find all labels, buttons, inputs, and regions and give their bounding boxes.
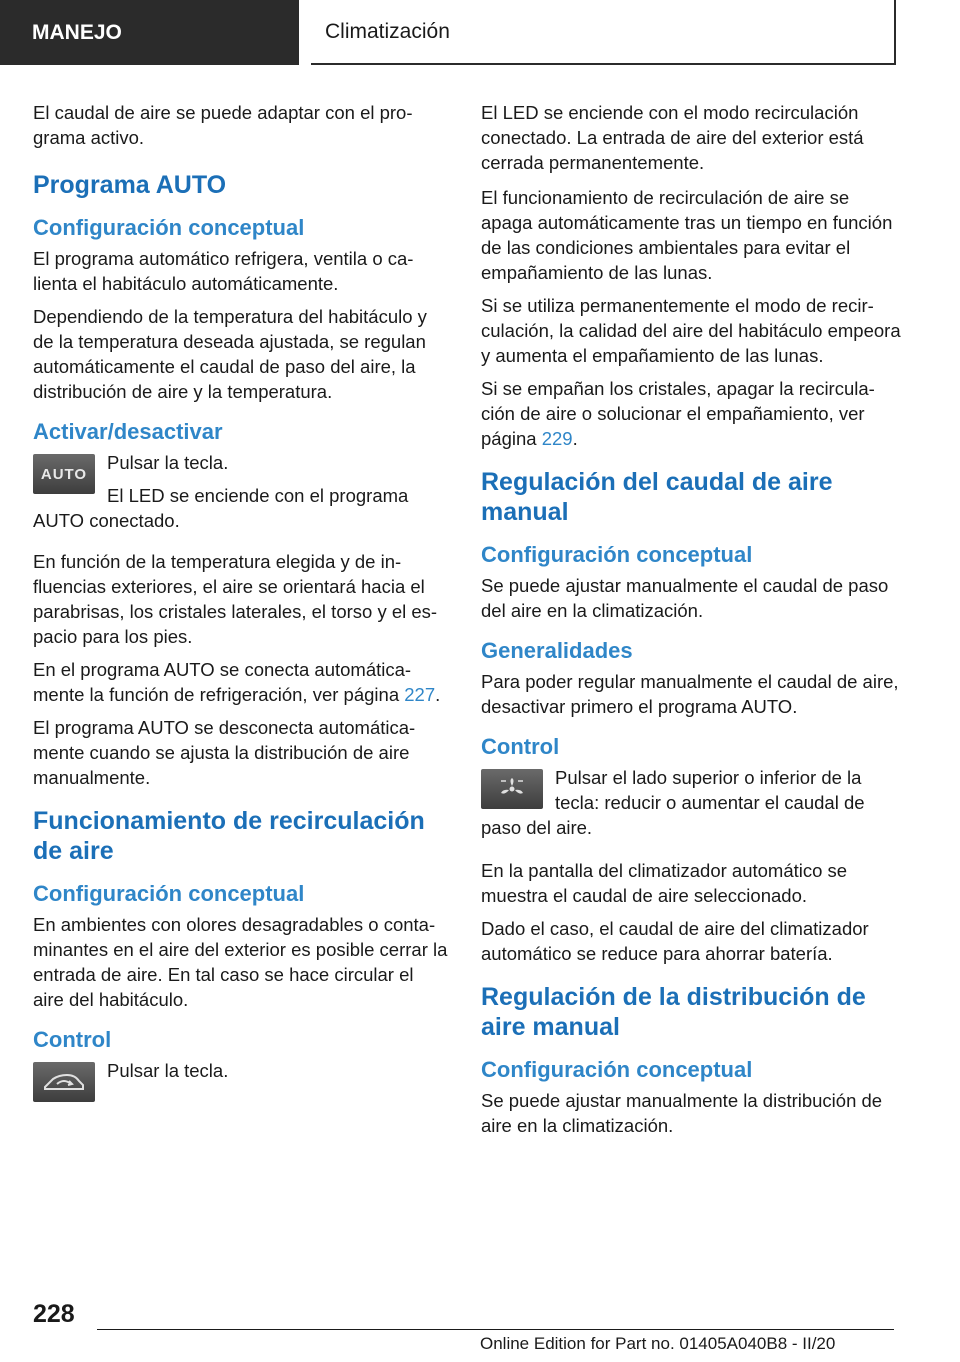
auto-icon-text: AUTO bbox=[40, 465, 88, 483]
page-link-229[interactable]: 229 bbox=[541, 428, 573, 449]
paragraph-concept-4: Se puede ajustar manualmente la distribución de aire en la climatización. bbox=[481, 1090, 883, 1136]
fan-button-block bbox=[481, 765, 901, 840]
heading-distribucion-manual: Regulación de la distribución de aire manual bbox=[481, 983, 866, 1041]
paragraph-press-1: Pulsar la tecla. bbox=[107, 452, 229, 473]
paragraph-led-2: El LED se enciende con el modo recirculación conectado. La entrada de aire del exterior está cerrada permanentemente. bbox=[481, 102, 864, 173]
header-chapter-label: Climatización bbox=[325, 19, 450, 43]
heading-programa-auto: Programa AUTO bbox=[33, 171, 227, 199]
header-section bbox=[0, 0, 299, 65]
page-number: 228 bbox=[33, 1300, 75, 1328]
paragraph-func-1: En función de la temperatura elegida y de influencias exteriores, el aire se orientará hacia el parabrisas, los cristales laterales, el torso y el espacio para los pies. bbox=[33, 551, 438, 647]
heading-recirculacion: Funcionamiento de recirculación de aire bbox=[33, 807, 425, 865]
heading-activar-desactivar: Activar/desactivar bbox=[33, 419, 223, 444]
heading-generalidades: Generalidades bbox=[481, 638, 633, 663]
right-column bbox=[481, 100, 901, 1146]
paragraph-led-1: El LED se enciende con el programa AUTO conectado. bbox=[33, 485, 409, 531]
footer-divider bbox=[97, 1329, 894, 1330]
paragraph-battery: Dado el caso, el caudal de aire del climatizador automático se reduce para ahorrar batería. bbox=[481, 918, 869, 964]
paragraph-generalidades: Para poder regular manualmente el caudal de aire, desactivar primero el programa AUTO. bbox=[481, 671, 899, 717]
heading-control-1: Control bbox=[33, 1027, 112, 1052]
header-chapter bbox=[311, 0, 896, 65]
paragraph-concept-1b: Dependiendo de la temperatura del habitáculo y de la temperatura deseada ajustada, se regulan automáticamente el caudal de paso del aire, la distribución de aire y la temperatura. bbox=[33, 306, 427, 402]
heading-configuracion-3: Configuración conceptual bbox=[481, 542, 753, 567]
left-column bbox=[33, 100, 448, 1120]
auto-button-block bbox=[33, 450, 448, 533]
paragraph-recirc-1: El funcionamiento de recirculación de aire se apaga automáticamente tras un tiempo en función de las condiciones ambientales para evitar el empañamiento de las lunas. bbox=[481, 187, 893, 283]
paragraph-fan: Pulsar el lado superior o inferior de la tecla: reducir o aumentar el caudal de paso del aire. bbox=[481, 767, 865, 838]
heading-configuracion-1: Configuración conceptual bbox=[33, 215, 305, 240]
auto-button-icon bbox=[33, 454, 95, 494]
paragraph-concept-2: En ambientes con olores desagradables o contaminantes en el aire del exterior es posible cerrar la entrada de aire. En tal caso se hace circular el aire del habitáculo. bbox=[33, 914, 448, 1010]
paragraph-recirc-2: Si se utiliza permanentemente el modo de recirculación, la calidad del aire del habitáculo empeora y aumenta el empañamiento de las lunas. bbox=[481, 295, 901, 366]
page-link-227[interactable]: 227 bbox=[404, 684, 436, 705]
paragraph-press-2: Pulsar la tecla. bbox=[107, 1060, 229, 1081]
footer-edition: Online Edition for Part no. 01405A040B8 - II/20 bbox=[480, 1334, 836, 1353]
intro-paragraph: El caudal de aire se puede adaptar con el programa activo. bbox=[33, 102, 413, 148]
paragraph-display: En la pantalla del climatizador automático se muestra el caudal de aire seleccionado. bbox=[481, 860, 848, 906]
recirculation-button-icon bbox=[33, 1062, 95, 1102]
header-section-label: MANEJO bbox=[32, 20, 122, 44]
heading-control-2: Control bbox=[481, 734, 560, 759]
car-recirculation-icon bbox=[39, 1069, 89, 1095]
paragraph-recirc-3: Si se empañan los cristales, apagar la recirculación de aire o solucionar el empañamiento, ver página 229. bbox=[481, 378, 875, 449]
paragraph-func-2: En el programa AUTO se conecta automáticamente la función de refrigeración, ver página 227. bbox=[33, 659, 441, 705]
paragraph-func-3: El programa AUTO se desconecta automáticamente cuando se ajusta la distribución de aire manualmente. bbox=[33, 717, 416, 788]
heading-configuracion-4: Configuración conceptual bbox=[481, 1057, 753, 1082]
fan-icon bbox=[497, 776, 527, 802]
paragraph-concept-1a: El programa automático refrigera, ventila o calienta el habitáculo automáticamente. bbox=[33, 248, 414, 294]
heading-configuracion-2: Configuración conceptual bbox=[33, 881, 305, 906]
paragraph-concept-3: Se puede ajustar manualmente el caudal de paso del aire en la climatización. bbox=[481, 575, 889, 621]
heading-caudal-manual: Regulación del caudal de aire manual bbox=[481, 468, 833, 526]
recirc-button-block bbox=[33, 1058, 448, 1120]
fan-button-icon bbox=[481, 769, 543, 809]
